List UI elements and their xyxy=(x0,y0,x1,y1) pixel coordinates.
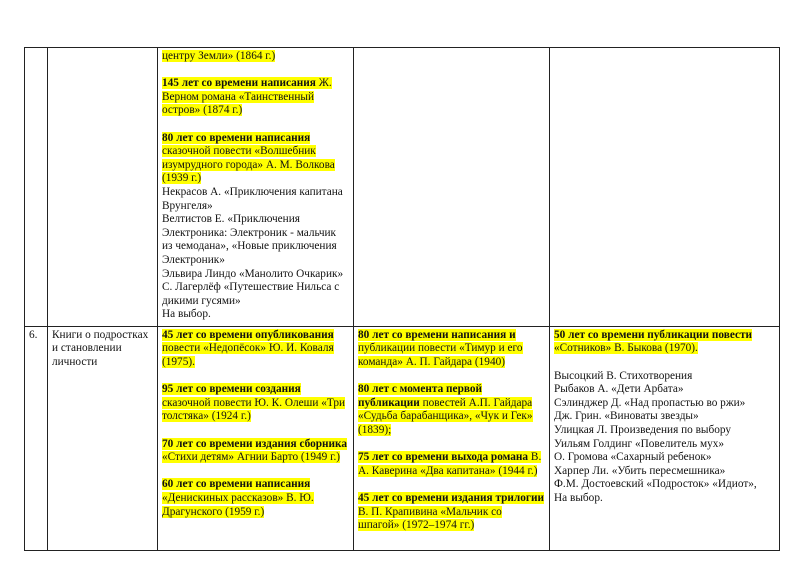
book-list-item: Эльвира Линдо «Манолито Очкарик» xyxy=(162,267,344,280)
book-list-item: На выбор. xyxy=(162,308,211,321)
anniversary-text: сказочной повести Ю. К. Олеши «Три толстяка» (1924 г.) xyxy=(162,396,346,423)
book-list-item: Рыбаков А. «Дети Арбата» xyxy=(554,383,684,396)
cell-col4 xyxy=(550,48,780,327)
cell-anniversaries-2 xyxy=(354,326,550,551)
anniversary-entry xyxy=(162,478,349,519)
anniversary-text: центру Земли» (1864 г.) xyxy=(162,50,276,62)
cell-number xyxy=(25,48,48,327)
anniversary-heading: 80 лет со времени написания xyxy=(162,131,311,144)
anniversary-text: Ж. Верном романа «Таинственный остров» (1874 г.) xyxy=(162,77,332,117)
anniversary-text: публикации повести «Тимур и его команда» А. П. Гайдара (1940) xyxy=(358,342,523,369)
anniversary-heading: 75 лет со времени выхода романа xyxy=(358,451,529,464)
anniversary-heading: 80 лет с момента первой публикации xyxy=(358,383,483,409)
anniversary-entry xyxy=(162,438,349,465)
anniversary-text: «Стихи детям» Агнии Барто (1949 г.) xyxy=(162,451,341,464)
book-list-item: Некрасов А. «Приключения капитана Врунгеля» xyxy=(162,185,343,212)
anniversary-text: В. П. Крапивина «Мальчик со шпагой» (1972–1974 гг.) xyxy=(358,505,502,532)
book-list-item: О. Громова «Сахарный ребенок» xyxy=(554,451,712,464)
anniversary-text: «Сотников» В. Быкова (1970). xyxy=(554,342,698,355)
anniversary-text: повестей А.П. Гайдара «Судьба барабанщика», «Чук и Гек» (1839); xyxy=(358,396,533,437)
anniversary-heading: 145 лет со времени написания xyxy=(162,77,316,90)
anniversary-text: В. А. Каверина «Два капитана» (1944 г.) xyxy=(358,451,542,477)
table-row xyxy=(25,326,780,551)
book-list-item: Ф.М. Достоевский «Подросток» «Идиот», xyxy=(554,478,757,491)
table-row xyxy=(25,48,780,327)
anniversary-text: повести «Недопёсок» Ю. И. Коваля (1975). xyxy=(162,342,334,369)
anniversary-heading: 95 лет со времени создания xyxy=(162,383,301,396)
cell-recommended xyxy=(550,326,780,551)
anniversary-entry xyxy=(162,132,349,186)
cell-anniversaries xyxy=(158,326,354,551)
book-list-item: Уильям Голдинг «Повелитель мух» xyxy=(554,437,725,450)
cell-col3 xyxy=(354,48,550,327)
cell-topic xyxy=(48,48,158,327)
anniversary-heading: 70 лет со времени издания сборника xyxy=(162,437,348,450)
anniversary-heading: 45 лет со времени опубликования xyxy=(162,328,334,341)
book-list-item: Улицкая Л. Произведения по выбору xyxy=(554,424,732,437)
book-list-item: На выбор. xyxy=(554,492,603,504)
book-list-item: Сэлинджер Д. «Над пропастью во ржи» xyxy=(554,396,746,409)
anniversary-entry xyxy=(162,50,349,64)
anniversary-heading: 50 лет со времени публикации повести xyxy=(554,328,753,341)
anniversary-entry xyxy=(358,383,545,437)
anniversary-entry xyxy=(554,329,775,356)
book-list-item: Харпер Ли. «Убить пересмешника» xyxy=(554,464,726,477)
reading-table xyxy=(24,47,780,551)
book-list-item: С. Лагерлёф «Путешествие Нильса с дикими гусями» xyxy=(162,281,340,307)
anniversary-text: сказочной повести «Волшебник изумрудного города» А. М. Волкова (1939 г.) xyxy=(162,145,335,185)
anniversary-heading: 60 лет со времени написания xyxy=(162,478,311,491)
cell-topic: Книги о подростках и становлении личности xyxy=(48,326,158,551)
cell-anniversaries xyxy=(158,48,354,327)
anniversary-heading: 80 лет со времени написания и xyxy=(358,328,516,341)
book-list-item: Высоцкий В. Стихотворения xyxy=(554,369,693,382)
cell-number: 6. xyxy=(25,326,48,551)
anniversary-entry xyxy=(358,492,545,533)
anniversary-entry xyxy=(162,329,349,370)
anniversary-entry xyxy=(358,329,545,370)
anniversary-text: «Денискиных рассказов» В. Ю. Драгунского (1959 г.) xyxy=(162,492,314,518)
anniversary-heading: 45 лет со времени издания трилогии xyxy=(358,492,545,504)
anniversary-entry xyxy=(358,451,545,478)
anniversary-entry xyxy=(162,383,349,424)
anniversary-entry xyxy=(162,77,349,118)
book-list-item: Велтистов Е. «Приключения Электроника: Электроник - мальчик из чемодана», «Новые приключения Электроник» xyxy=(162,213,337,266)
book-list-item: Дж. Грин. «Виноваты звезды» xyxy=(554,410,699,423)
